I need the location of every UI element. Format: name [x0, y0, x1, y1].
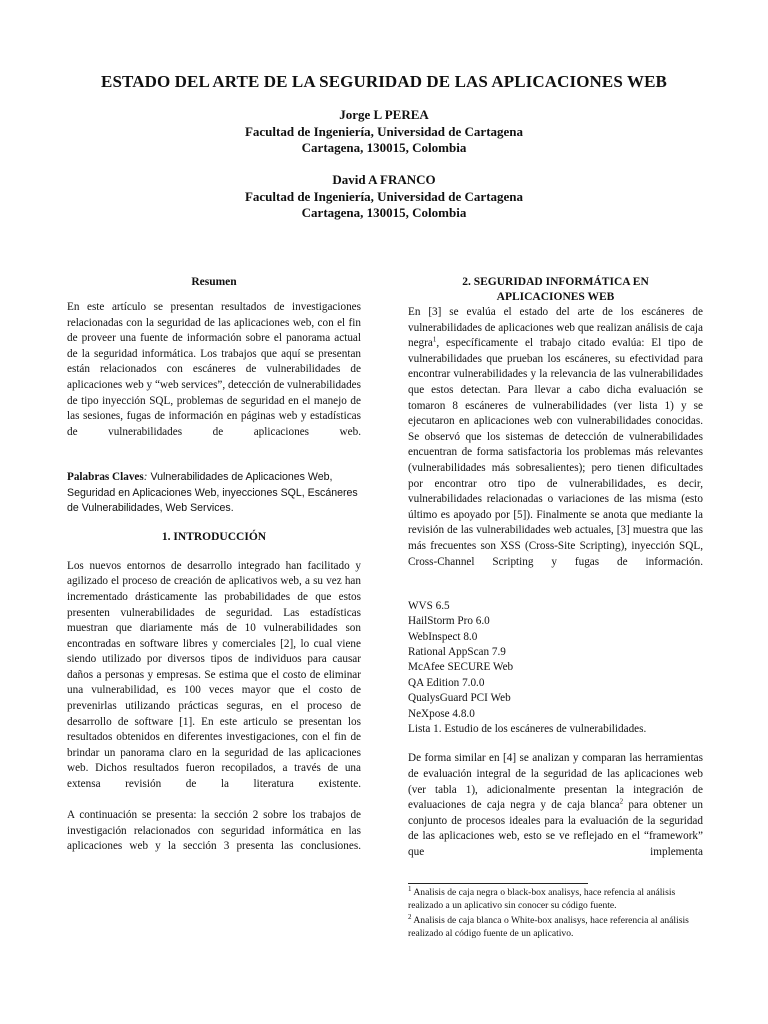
keywords-separator: : — [143, 470, 148, 483]
footnote-2: $^2$ Analisis de caja blanca o White-box analisys, hace referencia al análisis realizado al código fuente de un aplicativo. — [408, 912, 689, 939]
list-item: HailStorm Pro 6.0 — [408, 615, 490, 628]
list-item: QA Edition 7.0.0 — [408, 676, 485, 689]
list-item: WVS 6.5 — [408, 599, 450, 612]
section2-heading-line2: APLICACIONES WEB — [496, 291, 615, 303]
keywords — [67, 470, 361, 517]
list-item: WebInspect 8.0 — [408, 630, 478, 643]
scanner-list — [408, 599, 703, 738]
keywords-label: Palabras Claves — [67, 470, 144, 483]
abstract-heading: Resumen — [191, 276, 237, 288]
footnote-1: $^1$ Analisis de caja negra o black-box analisys, hace refencia al análisis realizado a un aplicativo sin conocer su código fuente. — [408, 884, 676, 911]
section1-paragraph-1: Los nuevos entornos de desarrollo integrado han facilitado y agilizado el proceso de creación de aplicativos web, a su vez han incrementado drásticamente las probabilidades de que estos presenten vulnerabilidades de seguridad. Las estadísticas muestran que diariamente más de 10 vulnerabilidades son encontradas en software libres y comerciales [2], lo cual viene siendo utilizado por diversos tipos de individuos para causar daños a personas y empresas. Se estima que el costo de eliminar una vulnerabilidad, es 100 veces mayor que el costo de prevenirlas utilizando prácticas seguras, en el proceso de desarrollo de software [1]. En este articulo se presentan los resultados obtenidos en diferentes investigaciones, con el fin de brindar un panorama claro en la seguridad de las aplicaciones web. Dichos resultados fueron recopilados, a través de una extensa revisión de la literatura existente. — [67, 559, 361, 791]
left-column — [67, 275, 361, 871]
section1-heading: 1. INTRODUCCIÓN — [161, 530, 267, 543]
section1-paragraph-2: A continuación se presenta: la sección 2 sobre los trabajos de investigación relacionados con seguridad informática en las aplicaciones web y la sección 3 presenta las conclusiones. — [67, 809, 361, 853]
list-item: NeXpose 4.8.0 — [408, 707, 475, 720]
section2-paragraph-1: En [3] se evalúa el estado del arte de los escáneres de vulnerabilidades de aplicaciones web que realizan análisis de caja negra$^1$, específicamente el trabajo citado evalúa: El tipo de vulnerabilidades que prueban los escáneres, su efectividad para encontrar vulnerabilidades y la relevancia de las vulnerabilidades que estos detectan. Para llevar a cabo dicha evaluación se tomaron 8 escáneres de vulnerabilidades (ver lista 1) y se ejecutaron en aplicaciones web con vulnerabilidades conocidas. Se observó que los sistemas de detección de vulnerabilidades encuentran de forma satisfactoria los problemas más relevantes (vulnerabilidades más sobresalientes); pero tienen dificultades por encontrar otro tipo de vulnerabilidades, es decir, vulnerabilidades relacionadas o variaciones de las misma (esto último es apoyado por [5]). Finalmente se anota que mediante la revisión de las vulnerabilidades web actuales, [3] muestra que las más frecuentes son XSS (Cross-Site Scripting), inyección SQL, Cross-Channel Scripting y fugas de información. — [408, 306, 703, 568]
footnote-ref-1: 1 — [432, 335, 437, 344]
list-item: QualysGuard PCI Web — [408, 692, 511, 705]
list-item: Rational AppScan 7.9 — [408, 645, 506, 658]
section2-paragraph-2: De forma similar en [4] se analizan y comparan las herramientas de evaluación integral de la seguridad de las aplicaciones web (ver tabla 1), adicionalmente presentan la integración de evaluaciones de caja negra y de caja blanca$^2$ para obtener un conjunto de procesos ideales para la evaluación de la seguridad de las aplicaciones web, esto se ve reflejado en el “framework” que implementa — [408, 752, 703, 858]
author-affiliation: Facultad de Ingeniería, Universidad de Cartagena — [244, 188, 524, 204]
author-location: Cartagena, 130015, Colombia — [301, 205, 467, 220]
footnote-divider — [408, 883, 588, 884]
author-location: Cartagena, 130015, Colombia — [301, 140, 467, 155]
author-name: David A FRANCO — [332, 172, 436, 187]
list-caption: Lista 1. Estudio de los escáneres de vulnerabilidades. — [408, 722, 647, 735]
right-column — [408, 275, 703, 940]
author-block-1 — [0, 107, 768, 157]
abstract-text: En este artículo se presentan resultados de investigaciones relacionadas con la seguridad de las aplicaciones web, con el fin de proveer una fuente de información sobre el panorama actual de la seguridad informática. Los trabajos que aquí se presentan están relacionados con escáneres de vulnerabilidades de aplicaciones web y “web services”, detección de vulnerabilidades de tipo inyección SQL, problemas de seguridad en el manejo de las sesiones, fugas de información en páginas web y estadísticas de vulnerabilidades de aplicaciones web. — [67, 301, 361, 438]
author-block-2 — [0, 172, 768, 222]
author-name: Jorge L PEREA — [339, 107, 429, 122]
paper-title: ESTADO DEL ARTE DE LA SEGURIDAD DE LAS APLICACIONES WEB — [101, 72, 667, 91]
author-affiliation: Facultad de Ingeniería, Universidad de Cartagena — [244, 123, 524, 139]
footnote-ref-2: 2 — [619, 797, 624, 806]
section2-heading-line1: 2. SEGURIDAD INFORMÁTICA EN — [462, 276, 649, 288]
list-item: McAfee SECURE Web — [408, 661, 514, 674]
keywords-text: Vulnerabilidades de Aplicaciones Web, Seguridad en Aplicaciones Web, inyecciones SQL, Escáneres de Vulnerabilidades, Web Services. — [67, 470, 358, 515]
